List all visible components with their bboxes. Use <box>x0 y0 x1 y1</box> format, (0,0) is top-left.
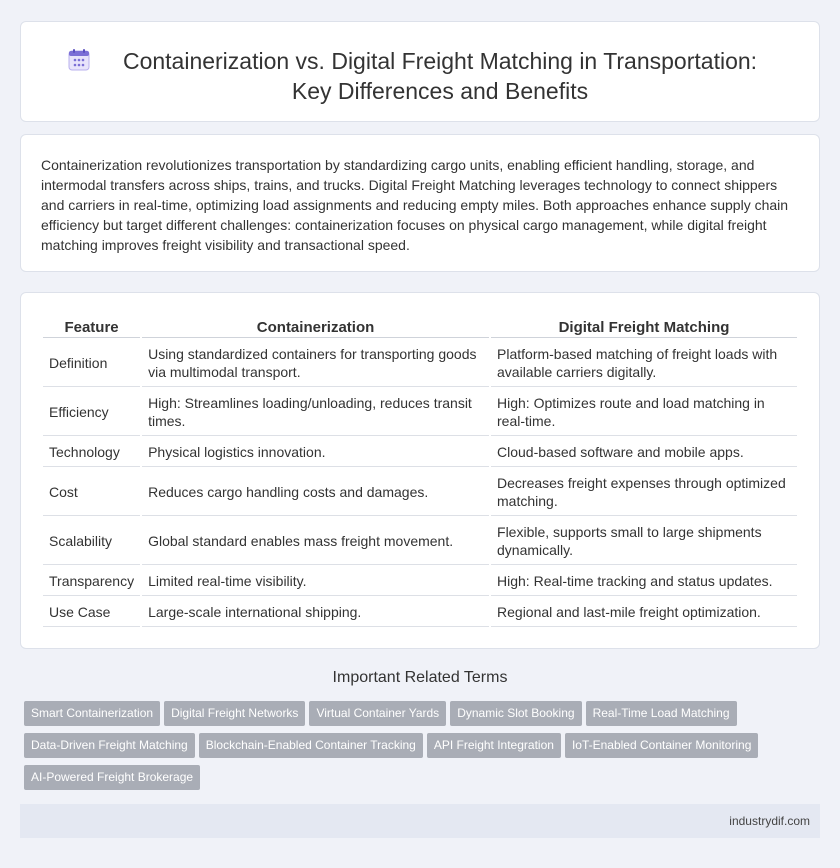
containerization-cell: Large-scale international shipping. <box>142 598 489 627</box>
feature-cell: Use Case <box>43 598 140 627</box>
related-term-tag[interactable]: Real-Time Load Matching <box>586 701 737 726</box>
related-terms-heading: Important Related Terms <box>332 669 508 686</box>
related-term-tag[interactable]: Blockchain-Enabled Container Tracking <box>199 733 423 758</box>
intro-card <box>20 134 820 272</box>
table-row <box>43 389 797 436</box>
related-term-tag[interactable]: Digital Freight Networks <box>164 701 305 726</box>
feature-cell: Technology <box>43 438 140 467</box>
table-row <box>43 518 797 565</box>
intro-paragraph: Containerization revolutionizes transportation by standardizing cargo units, enabling efficient handling, storage, and intermodal transfers across ships, trains, and trucks. Digital Freight Matching leverages technology to connect shippers and carriers in real-time, optimizing load assignments and reducing empty miles. Both approaches enhance supply chain efficiency but target different challenges: containerization focuses on physical cargo management, while digital freight matching improves freight visibility and transactional speed. <box>41 157 789 253</box>
related-term-tag[interactable]: API Freight Integration <box>427 733 561 758</box>
related-term-tag[interactable]: Data-Driven Freight Matching <box>24 733 195 758</box>
page-title-line-1: Containerization vs. Digital Freight Matching in Transportation: <box>122 48 758 74</box>
header-containerization: Containerization <box>142 315 489 338</box>
comparison-card <box>20 292 820 649</box>
title-card <box>20 21 820 122</box>
header-feature: Feature <box>43 315 140 338</box>
footer-site-link[interactable]: industrydif.com <box>729 814 810 828</box>
related-term-tag[interactable]: Dynamic Slot Booking <box>450 701 581 726</box>
feature-cell: Transparency <box>43 567 140 596</box>
header-digital-freight-matching: Digital Freight Matching <box>491 315 797 338</box>
table-row <box>43 340 797 387</box>
feature-cell: Scalability <box>43 518 140 565</box>
containerization-cell: High: Streamlines loading/unloading, reduces transit times. <box>142 389 489 436</box>
related-term-tag[interactable]: Smart Containerization <box>24 701 160 726</box>
digital-freight-cell: High: Optimizes route and load matching in real-time. <box>491 389 797 436</box>
table-row <box>43 469 797 516</box>
table-row <box>43 567 797 596</box>
containerization-cell: Physical logistics innovation. <box>142 438 489 467</box>
digital-freight-cell: Flexible, supports small to large shipments dynamically. <box>491 518 797 565</box>
table-row <box>43 438 797 467</box>
digital-freight-cell: Platform-based matching of freight loads with available carriers digitally. <box>491 340 797 387</box>
table-row <box>43 598 797 627</box>
related-terms-list <box>24 701 784 797</box>
page-title <box>21 46 819 106</box>
containerization-cell: Using standardized containers for transporting goods via multimodal transport. <box>142 340 489 387</box>
containerization-cell: Reduces cargo handling costs and damages. <box>142 469 489 516</box>
digital-freight-cell: Cloud-based software and mobile apps. <box>491 438 797 467</box>
footer <box>20 804 820 838</box>
containerization-cell: Global standard enables mass freight movement. <box>142 518 489 565</box>
related-term-tag[interactable]: Virtual Container Yards <box>309 701 446 726</box>
digital-freight-cell: High: Real-time tracking and status updates. <box>491 567 797 596</box>
page-title-line-2: Key Differences and Benefits <box>291 78 589 104</box>
comparison-table <box>41 313 799 629</box>
containerization-cell: Limited real-time visibility. <box>142 567 489 596</box>
related-term-tag[interactable]: IoT-Enabled Container Monitoring <box>565 733 758 758</box>
digital-freight-cell: Decreases freight expenses through optimized matching. <box>491 469 797 516</box>
digital-freight-cell: Regional and last-mile freight optimization. <box>491 598 797 627</box>
related-term-tag[interactable]: AI-Powered Freight Brokerage <box>24 765 200 790</box>
feature-cell: Cost <box>43 469 140 516</box>
table-header-row <box>43 315 797 338</box>
feature-cell: Definition <box>43 340 140 387</box>
feature-cell: Efficiency <box>43 389 140 436</box>
